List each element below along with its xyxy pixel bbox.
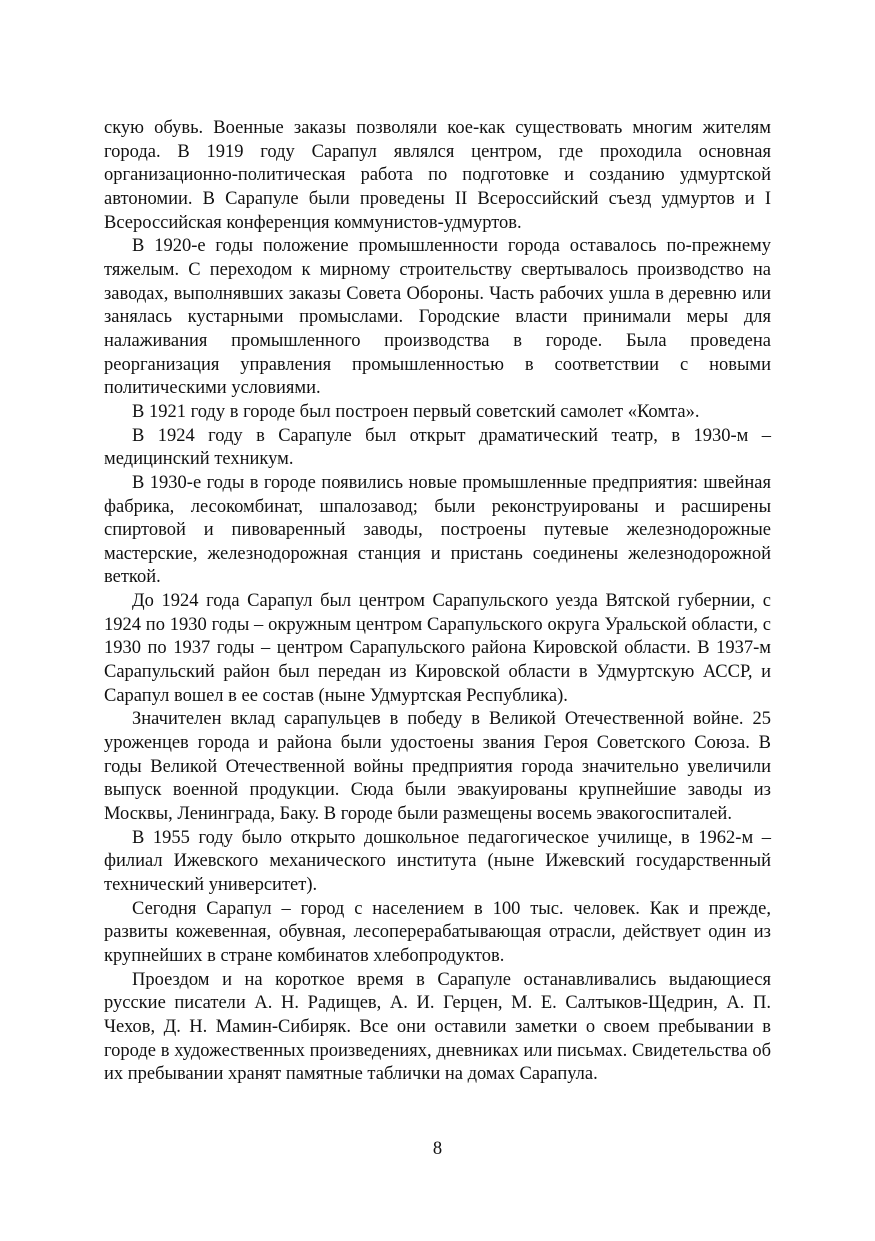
- paragraph-1921-airplane: В 1921 году в городе был построен первый советский самолет «Комта».: [132, 401, 700, 422]
- paragraph-today: Сегодня Сарапул – город с населением в 100 тыс. человек. Как и прежде, развиты кожевенная, обувная, лесоперерабатывающая отрасли, действует один из крупнейших в стране комбинатов хлебопродуктов.: [104, 898, 771, 966]
- paragraph-writers: Проездом и на короткое время в Сарапуле останавливались выдающиеся русские писатели А. Н. Радищев, А. И. Герцен, М. Е. Салтыков-Щедрин, А. П. Чехов, Д. Н. Мамин-Сибиряк. Все они оставили заметки о своем пребывании в городе в художественных произведениях, дневниках или письмах. Свидетельства об их пребывании хранят памятные таблички на домах Сарапула.: [104, 969, 771, 1085]
- body-text: [104, 117, 771, 1087]
- page-number: 8: [432, 1139, 443, 1159]
- paragraph-great-patriotic-war: Значителен вклад сарапульцев в победу в Великой Отечественной войне. 25 уроженцев города и района были удостоены звания Героя Советского Союза. В годы Великой Отечественной войны предприятия города значительно увеличили выпуск военной продукции. Сюда были эвакуированы крупнейшие заводы из Москвы, Ленинграда, Баку. В городе были размещены восемь эвакогоспиталей.: [104, 709, 771, 825]
- paragraph-1924-theatre: В 1924 году в Сарапуле был открыт драматический театр, в 1930-м – медицинский техникум.: [104, 425, 771, 470]
- paragraph-1920s-industry: В 1920-е годы положение промышленности города оставалось по-прежнему тяжелым. С переходом к мирному строительству свертывалось производство на заводах, выполнявших заказы Совета Обороны. Часть рабочих ушла в деревню или занялась кустарными промыслами. Городские власти принимали меры для налаживания промышленного производства в городе. Была проведена реорганизация управления промышленностью в соответствии с новыми политическими условиями.: [104, 236, 771, 399]
- paragraph-continuation: скую обувь. Военные заказы позволяли кое-как существовать многим жителям города. В 1919 году Сарапул являлся центром, где проходила основная организационно-политическая работа по подготовке и созданию удмуртской автономии. В Сарапуле были проведены II Всероссийский съезд удмуртов и I Всероссийская конференция коммунистов-удмуртов.: [104, 118, 771, 233]
- paragraph-1930s-enterprises: В 1930-е годы в городе появились новые промышленные предприятия: швейная фабрика, лесокомбинат, шпалозавод; были реконструированы и расширены спиртовой и пивоваренный заводы, построены путевые железнодорожные мастерские, железнодорожная станция и пристань соединены железнодорожной веткой.: [104, 472, 771, 588]
- paragraph-1955-education: В 1955 году было открыто дошкольное педагогическое училище, в 1962-м – филиал Ижевского механического института (ныне Ижевский государственный технический университет).: [104, 827, 771, 895]
- paragraph-administrative-history: До 1924 года Сарапул был центром Сарапульского уезда Вятской губернии, с 1924 по 1930 годы – окружным центром Сарапульского округа Уральской области, с 1930 по 1937 годы – центром Сарапульского района Кировской области. В 1937-м Сарапульский район был передан из Кировской области в Удмуртскую АССР, и Сарапул вошел в ее состав (ныне Удмуртская Республика).: [104, 591, 771, 706]
